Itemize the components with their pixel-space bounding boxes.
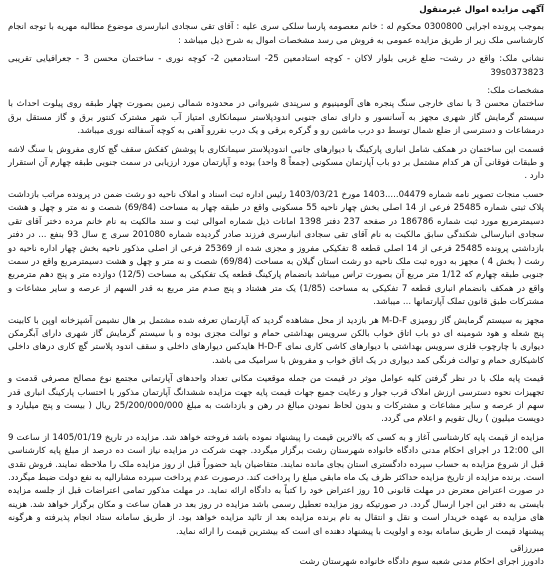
signature-title: دادورز اجرای احکام مدنی شعبه سوم دادگاه خانواده شهرستان رشت	[299, 557, 544, 568]
building-description-paragraph: ساختمان محسن 3 با نمای خارجی سنگ پنجره های آلومینیوم و سرپندی شیروانی در محدوده شمالی زمین بصورت چهار طبقه روی پیلوت احداث با سیستم گرمایش گاز شهری مجهز به آسانسور و دارای نمای جنوبی اندودپلاستر سیمانکاری امتیاز آب شهر مشترک کنتور برق و گاز مستقل برق درمشاعات و دسترسی از ضلع شمال توسط دو درب ماشین رو و گرکره برقی و یک درب نفررو آهنی به کوچه آسفالته نوری میباشد.	[8, 99, 544, 137]
floors-description-paragraph: قسمت این ساختمان در همکف شامل انباری پارکینگ با دیوارهای جانبی اندودپلاستر سیمانکاری با پوشش کفکش سقف گچ کاری مفروش با سنگ لاشه و طبقات فوقانی آن هر کدام مشتمل بر دو باب آپارتمان مسکونی (جمعاً 8 واحد) بوده و آپارتمان مورد ارزیابی در سمت جنوبی طبقه چهارم آن استقرار دارد .	[8, 144, 545, 182]
property-address-paragraph: نشانی ملک: واقع در رشت- ضلع غربی بلوار لاکان - کوچه استادمعین 25- استادمعین 2- کوچه نوری - ساختمان محسن 3 - جعرافیایی تقریبی 39s0373823	[8, 54, 545, 78]
apartment-features-paragraph: مجهز به سیستم گرمایش گاز رومیزی M-D-F هر بازدید از محل مشاهده گردید که آپارتمان تعرفه شده مشتمل بر هال نشیمن آشپزخانه اوپن با کابینت پنج شعله و هود شومینه ای دو باب اتاق خواب بالکن سرویس بهداشتی حمام و توالت مجزی بوده و با سیستم گرمایش گاز شهری دارای آبگرمکن دیواری با چارچوب فلزی سرویس بهداشتی با دیوارهای کاشی کاری نمای H-D-F هایدکس دیوارهای داخلی و سقف اندود پلاستر گچ کاری درهای داخلی کاشیکاری حمام و توالت فرنگی کمد دیواری در یک اتاق خواب و مفروش با سرامیک می باشد.	[8, 315, 544, 366]
valuation-paragraph: قیمت پایه ملک با در نظر گرفتن کلیه عوامل موثر در قیمت من جمله موقعیت مکانی تعداد واحدهای آپارتمانی مجتمع نوع مصالح مصرفی قدمت و تجهیزات نحوه دسترسی ارزش املاک قرب جوار و رعایت جمیع جهات قیمت پایه جهت مزایده ششدانگ آپارتمان مذکور با احتساب پارکینگ انباری قدر سهم از عرصه و سایر مشاعات و مشترکات و بدون لحاظ نمودن مبالغ در رهن و بازداشت به مبلغ 25/200/000/000 ریال ( بیست و پنج میلیارد و دویست میلیون ) ریال تقویم و اعلام می گردد.	[8, 374, 544, 425]
registry-details-paragraph: حسب منجات تصویر نامه شماره 04479.....1403 مورخ 1403/03/21 رئیس اداره ثبت اسناد و املاک ناحیه دو رشت ضمن در پرونده مراتب بازداشت پلاک ثبتی شماره 25485 فرعی از 14 اصلی بخش چهار ناحیه 55 مسکونی واقع در طبقه چهار به مساحت (69/84) شصت و نه متر و چهل و هشت دسیمترمربع مورد ثبت شماره 186786 در صفحه 237 دفتر 1398 امانات ذیل شماره اموالی ثبت و سند مالکیت به نام خانم مرده دختر آقای تقی سجادی انبارسالی شکندگی سابق مالکیت به نام آقای تقی سجادی انبارسری فرزند صادر گردیده شماره 201080 سری ج سال 93 بنفع ... در دفتر بازداشتی پرونده 25485 فرعی از 14 اصلی قطعه 8 تفکیکی مفروز و مجزی شده از 25369 فرعی از اصلی مذکور ناحیه بخش چهار اداره ناحیه دو رشت ( بخش 4 ) مجهز به دوره ثبت ملک ناحیه دو رشت استان گیلان به مساحت (69/84) شصت و نه متر و چهل و هشت دسیمترمربع واقع در سمت جنوبی طبقه چهارم که 1/12 متر مربع آن بصورت تراس میباشد بانضمام پارکینگ قطعه یک تفکیکی به مساحت (12/5) دوازده متر و پنج دهم مترمربع واقع در همکف بانضمام انباری قطعه 7 تفکیکی به مساحت (1/85) یک متر هشتاد و پنج صدم متر مربع به قدر السهم از عرصه و سایر مشاعات و مشترکات طبق قانون تملک آپارتمانها ... میباشد.	[8, 189, 545, 308]
case-intro-paragraph: بموجب پرونده اجرایی 0300800 محکوم له : خانم معصومه پارسا سلکی سری علیه : آقای تقی سجادی انبارسری موضوع مطالبه مهریه با توجه انجام کارشناسی ملک زیر از طریق مزایده عمومی به فروش می رسد مشخصات اموال به شرح ذیل میباشد :	[8, 22, 545, 46]
notice-title: آگهی مزایده اموال غیرمنقول	[419, 5, 544, 15]
auction-terms-paragraph: مزایده از قیمت پایه کارشناسی آغاز و به کسی که بالاترین قیمت را پیشنهاد نموده باشد فروخته خواهد شد. مزایده در تاریخ 1405/01/19 از ساعت 9 الی 12:00 در اجرای احکام مدنی دادگاه خانواده شهرستان رشت برگزار میگردد. جهت شرکت در مزایده نیاز است ده درصد از مبلغ پایه کارشناسی قبل از شروع مزایده به حساب سپرده دادگستری استان بجای مانده نمایند. متقاضیان باید حضوراً قبل از روز مزایده ملک را ملاحظه نمایند. فروش نقدی است. برنده مزایده از تاریخ مزایده حداکثر ظرف یک ماه مابقی مبلغ را پرداخت کند. درصورت عدم پرداخت سپرده مشارالیه به نفع دولت ضبط میگردد. در صورت اعتراض معترض در مهلت قانونی 10 روز اعتراض خود را کتباً به دادگاه ارائه نماید. در مهلت مذکور تمامی اعتراضات قبل از جلسه مزایده بایستی به دفتر این اجرا ارسال گردد. در صورتیکه روز مزایده تعطیل رسمی باشد مزایده در روز بعد در همان ساعت و مکان برگزار خواهد شد. هزینه های مزایده به عهده خریدار است و نقل و انتقال به نام برنده مزایده بعد از تائید مزایده خواهد بود. از طریق سامانه ستاد انجام پذیرفته و هرگونه پیشنهاد قیمت از طریق سامانه بوده و اولویت با پیشنهاد دهنده ای است که بیشترین قیمت را ارائه نماید.	[8, 432, 544, 537]
signature-name: مبررزاقی	[510, 544, 544, 555]
specs-heading: مشخصات ملک:	[487, 86, 544, 97]
